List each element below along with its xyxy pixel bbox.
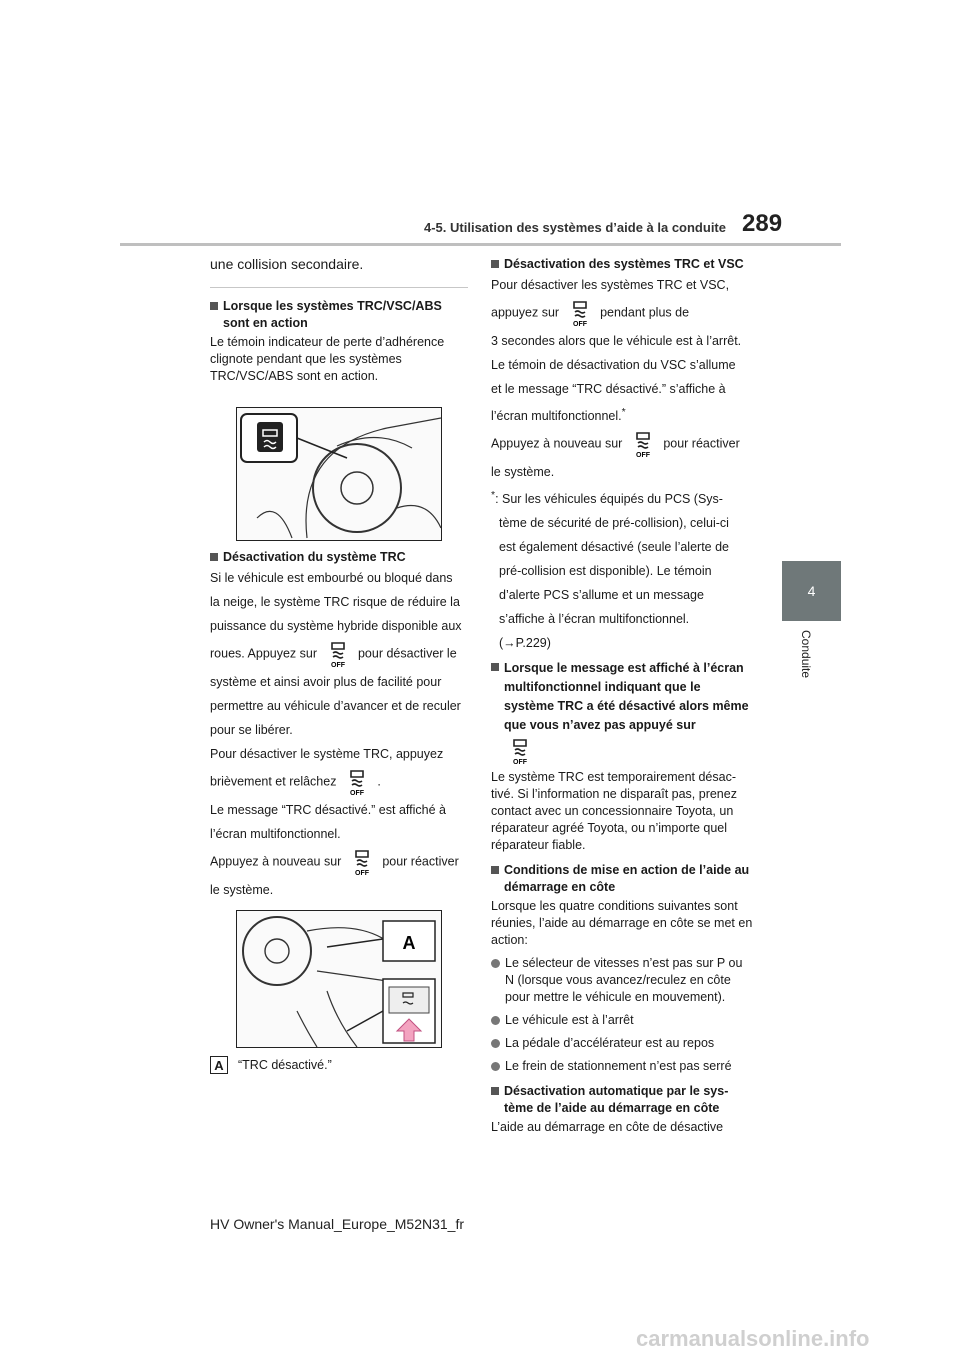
vsc-off-icon <box>630 430 656 458</box>
chapter-label: Conduite <box>799 630 813 679</box>
paragraph-line <box>491 403 753 426</box>
slip-indicator-figure <box>236 407 442 541</box>
caption-text: “TRC désactivé.” <box>238 1057 332 1072</box>
callout-label-a: A <box>210 1056 228 1074</box>
paragraph-line: l’écran multifonctionnel. <box>210 827 341 841</box>
paragraph: Lorsque les quatre conditions suivantes sont réunies, l’aide au démarrage en côte se met en action: <box>491 899 753 948</box>
paragraph-line <box>491 299 753 327</box>
paragraph: Le système TRC est temporairement désac-tivé. Si l’information ne disparaît pas, prenez contact avec un concessionnaire Toyota, un réparateur agréé Toyota, ou n’importe quel réparateur fiable. <box>491 770 737 853</box>
left-column <box>210 256 468 1074</box>
chapter-number: 4 <box>807 583 816 599</box>
divider <box>210 287 468 288</box>
text: pour désactiver le <box>357 646 457 661</box>
text: pour réactiver <box>663 436 740 451</box>
bullet-item: Le frein de stationnement n’est pas serré <box>491 1058 753 1075</box>
bullet-item: Le sélecteur de vitesses n’est pas sur P ou N (lorsque vous avancez/reculez en côte pour mettre le véhicule en mouvement). <box>491 955 753 1006</box>
footnote-line: d’alerte PCS s’allume et un message <box>499 588 704 603</box>
paragraph-line <box>491 430 753 458</box>
text: brièvement et relâchez <box>210 774 337 789</box>
section-title: 4-5. Utilisation des systèmes d’aide à la conduite <box>424 220 726 235</box>
text: l’écran multifonctionnel. <box>491 409 622 424</box>
text: pour réactiver <box>382 854 459 869</box>
text: Appuyez à nouveau sur <box>491 436 623 451</box>
paragraph-line: et le message “TRC désactivé.” s’affiche à <box>491 382 726 396</box>
footnote-line: s’affiche à l’écran multifonctionnel. <box>499 612 690 627</box>
section-heading: Désactivation des systèmes TRC et VSC <box>491 256 753 273</box>
text: roues. Appuyez sur <box>210 646 318 661</box>
off-label: OFF <box>513 759 527 766</box>
footnote-mark: * <box>621 407 626 418</box>
lead-text: une collision secondaire. <box>210 256 364 272</box>
off-label: OFF <box>572 321 587 327</box>
paragraph-line: puissance du système hybride disponible aux <box>210 619 462 633</box>
header-rule <box>120 243 841 246</box>
switch-location-figure <box>236 910 442 1048</box>
text: appuyez sur <box>491 305 560 320</box>
section-heading: Conditions de mise en action de l’aide au démarrage en côte <box>491 862 753 896</box>
icon-line <box>491 737 753 765</box>
off-label: OFF <box>354 870 369 876</box>
section-heading: Désactivation automatique par le sys-tème de l’aide au démarrage en côte <box>491 1083 753 1117</box>
page-number: 289 <box>742 210 783 237</box>
footnote-line <box>491 486 753 509</box>
footnote-line: pré-collision est disponible). Le témoin <box>499 564 712 579</box>
paragraph: Le témoin indicateur de perte d’adhérence clignote pendant que les systèmes TRC/VSC/ABS sont en action. <box>210 335 445 383</box>
paragraph: L’aide au démarrage en côte de désactive <box>491 1120 724 1135</box>
footnote-line: est également désactivé (seule l’alerte de <box>499 540 729 555</box>
vsc-off-icon <box>325 640 351 668</box>
manual-footer: HV Owner's Manual_Europe_M52N31_fr <box>210 1216 465 1232</box>
paragraph-line: le système. <box>210 883 274 897</box>
section-heading: Lorsque le message est affiché à l’écran multifonctionnel indiquant que le système TRC a été désactivé alors même que vous n’avez pas appuyé sur <box>491 659 753 735</box>
paragraph-line: Pour désactiver le système TRC, appuyez <box>210 747 444 761</box>
vsc-off-icon <box>567 299 593 327</box>
page-reference: (→P.229) <box>499 636 551 651</box>
off-label: OFF <box>349 790 364 796</box>
paragraph-line: 3 secondes alors que le véhicule est à l’arrêt. <box>491 334 742 348</box>
bullet-item: Le véhicule est à l’arrêt <box>491 1012 753 1029</box>
paragraph-line <box>210 848 468 876</box>
dashboard-illustration <box>237 408 441 540</box>
paragraph-line: Le message “TRC désactivé.” est affiché à <box>210 803 446 817</box>
paragraph-line: Le témoin de désactivation du VSC s’allume <box>491 358 736 372</box>
text: pendant plus de <box>600 305 690 320</box>
off-label: OFF <box>330 662 345 668</box>
console-illustration <box>237 911 441 1047</box>
right-column <box>491 256 753 1140</box>
watermark: carmanualsonline.info <box>636 1326 870 1351</box>
vsc-off-icon <box>349 848 375 876</box>
paragraph-line: permettre au véhicule d’avancer et de reculer <box>210 699 461 713</box>
vsc-off-icon <box>507 737 533 765</box>
paragraph-line: la neige, le système TRC risque de réduire la <box>210 595 460 609</box>
bullet-item: La pédale d’accélérateur est au repos <box>491 1035 753 1052</box>
vsc-off-icon <box>344 768 370 796</box>
paragraph-line: Pour désactiver les systèmes TRC et VSC, <box>491 278 730 292</box>
text: : Sur les véhicules équipés du PCS (Sys- <box>495 492 723 507</box>
figure-label-a: A <box>402 933 416 953</box>
chapter-tab <box>782 561 841 621</box>
paragraph-line <box>210 768 468 796</box>
off-label: OFF <box>635 452 650 459</box>
footnote-mark: * <box>491 490 496 502</box>
paragraph-line: le système. <box>491 465 555 480</box>
text: . <box>377 774 381 789</box>
paragraph-line <box>210 640 468 668</box>
paragraph-line: pour se libérer. <box>210 723 293 737</box>
paragraph-line: Si le véhicule est embourbé ou bloqué dans <box>210 571 453 585</box>
section-heading: Lorsque les systèmes TRC/VSC/ABS sont en action <box>210 298 468 332</box>
section-heading: Désactivation du système TRC <box>210 549 468 566</box>
footnote-line: tème de sécurité de pré-collision), celui-ci <box>499 516 729 531</box>
text: Appuyez à nouveau sur <box>210 854 342 869</box>
paragraph-line: système et ainsi avoir plus de facilité pour <box>210 675 442 689</box>
figure-caption <box>210 1056 468 1074</box>
